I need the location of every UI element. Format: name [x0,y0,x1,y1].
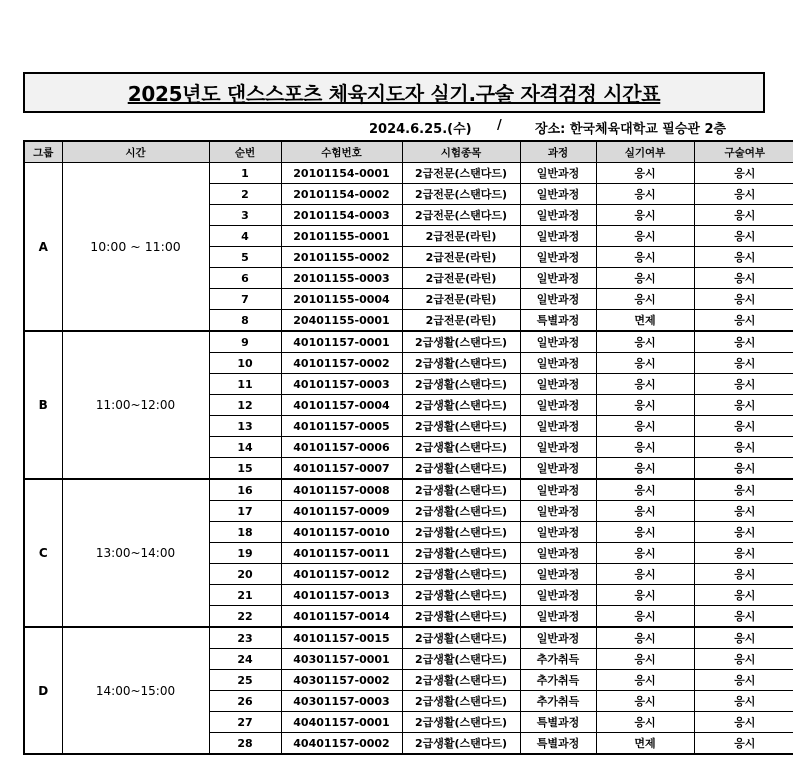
course-cell: 일반과정 [520,585,596,606]
exam-item-cell: 2급생활(스탠다드) [402,585,520,606]
practical-cell: 응시 [596,522,694,543]
col-header-time: 시간 [62,141,209,163]
course-cell: 일반과정 [520,501,596,522]
oral-cell: 응시 [694,649,793,670]
course-cell: 특별과정 [520,310,596,332]
group-name-cell: B [24,331,62,479]
oral-cell: 응시 [694,712,793,733]
oral-cell: 응시 [694,310,793,332]
exam-number-cell: 40101157-0002 [281,353,402,374]
seq-cell: 25 [209,670,281,691]
course-cell: 일반과정 [520,437,596,458]
table-row [24,479,793,501]
exam-number-cell: 40101157-0009 [281,501,402,522]
oral-cell: 응시 [694,691,793,712]
exam-item-cell: 2급생활(스탠다드) [402,353,520,374]
course-cell: 추가취득 [520,670,596,691]
exam-number-cell: 20101154-0001 [281,163,402,184]
schedule-body [24,163,793,755]
oral-cell: 응시 [694,395,793,416]
subheader [23,118,761,136]
exam-item-cell: 2급생활(스탠다드) [402,564,520,585]
oral-cell: 응시 [694,458,793,480]
course-cell: 일반과정 [520,564,596,585]
seq-cell: 24 [209,649,281,670]
exam-number-cell: 40101157-0012 [281,564,402,585]
seq-cell: 4 [209,226,281,247]
exam-item-cell: 2급생활(스탠다드) [402,437,520,458]
exam-item-cell: 2급생활(스탠다드) [402,501,520,522]
exam-number-cell: 20101155-0004 [281,289,402,310]
oral-cell: 응시 [694,522,793,543]
exam-number-cell: 40101157-0008 [281,479,402,501]
oral-cell: 응시 [694,226,793,247]
course-cell: 일반과정 [520,353,596,374]
exam-item-cell: 2급생활(스탠다드) [402,522,520,543]
exam-number-cell: 40101157-0007 [281,458,402,480]
oral-cell: 응시 [694,501,793,522]
seq-cell: 19 [209,543,281,564]
course-cell: 일반과정 [520,416,596,437]
seq-cell: 18 [209,522,281,543]
practical-cell: 응시 [596,374,694,395]
group-time-cell: 13:00~14:00 [62,479,209,627]
col-header-exam-item: 시험종목 [402,141,520,163]
col-header-seq: 순번 [209,141,281,163]
exam-number-cell: 40101157-0011 [281,543,402,564]
practical-cell: 응시 [596,395,694,416]
subheader-separator: / [497,118,502,133]
exam-item-cell: 2급생활(스탠다드) [402,395,520,416]
practical-cell: 면제 [596,310,694,332]
exam-number-cell: 40101157-0005 [281,416,402,437]
exam-item-cell: 2급전문(스탠다드) [402,163,520,184]
group-name-cell: C [24,479,62,627]
title-box [23,72,765,113]
seq-cell: 9 [209,331,281,353]
oral-cell: 응시 [694,289,793,310]
exam-item-cell: 2급전문(라틴) [402,289,520,310]
course-cell: 일반과정 [520,627,596,649]
group-time-cell: 10:00 ~ 11:00 [62,163,209,332]
seq-cell: 13 [209,416,281,437]
exam-number-cell: 20101154-0002 [281,184,402,205]
col-header-practical: 실기여부 [596,141,694,163]
oral-cell: 응시 [694,353,793,374]
practical-cell: 응시 [596,670,694,691]
exam-item-cell: 2급생활(스탠다드) [402,733,520,755]
table-row [24,331,793,353]
oral-cell: 응시 [694,627,793,649]
exam-number-cell: 40101157-0013 [281,585,402,606]
practical-cell: 응시 [596,564,694,585]
exam-number-cell: 20101155-0002 [281,247,402,268]
exam-item-cell: 2급생활(스탠다드) [402,627,520,649]
seq-cell: 23 [209,627,281,649]
seq-cell: 12 [209,395,281,416]
seq-cell: 7 [209,289,281,310]
seq-cell: 22 [209,606,281,628]
seq-cell: 27 [209,712,281,733]
seq-cell: 16 [209,479,281,501]
col-header-exam-number: 수험번호 [281,141,402,163]
practical-cell: 응시 [596,268,694,289]
exam-item-cell: 2급전문(라틴) [402,310,520,332]
exam-number-cell: 40101157-0015 [281,627,402,649]
exam-item-cell: 2급생활(스탠다드) [402,670,520,691]
practical-cell: 응시 [596,649,694,670]
practical-cell: 응시 [596,627,694,649]
oral-cell: 응시 [694,585,793,606]
seq-cell: 20 [209,564,281,585]
group-name-cell: A [24,163,62,332]
group-name-cell: D [24,627,62,754]
seq-cell: 2 [209,184,281,205]
course-cell: 특별과정 [520,733,596,755]
practical-cell: 응시 [596,205,694,226]
oral-cell: 응시 [694,416,793,437]
course-cell: 추가취득 [520,691,596,712]
exam-item-cell: 2급생활(스탠다드) [402,458,520,480]
seq-cell: 14 [209,437,281,458]
exam-item-cell: 2급생활(스탠다드) [402,479,520,501]
practical-cell: 응시 [596,247,694,268]
exam-item-cell: 2급전문(라틴) [402,247,520,268]
exam-number-cell: 40101157-0004 [281,395,402,416]
course-cell: 일반과정 [520,374,596,395]
exam-number-cell: 40301157-0003 [281,691,402,712]
exam-item-cell: 2급생활(스탠다드) [402,691,520,712]
oral-cell: 응시 [694,374,793,395]
course-cell: 일반과정 [520,205,596,226]
practical-cell: 응시 [596,437,694,458]
seq-cell: 28 [209,733,281,755]
seq-cell: 10 [209,353,281,374]
seq-cell: 6 [209,268,281,289]
exam-number-cell: 40301157-0001 [281,649,402,670]
course-cell: 일반과정 [520,184,596,205]
course-cell: 일반과정 [520,226,596,247]
practical-cell: 응시 [596,712,694,733]
oral-cell: 응시 [694,331,793,353]
course-cell: 일반과정 [520,289,596,310]
oral-cell: 응시 [694,184,793,205]
seq-cell: 3 [209,205,281,226]
exam-number-cell: 40101157-0006 [281,437,402,458]
exam-number-cell: 20401155-0001 [281,310,402,332]
document-title: 2025년도 댄스스포츠 체육지도자 실기.구술 자격검정 시간표 [127,82,661,106]
course-cell: 일반과정 [520,247,596,268]
exam-item-cell: 2급생활(스탠다드) [402,331,520,353]
seq-cell: 8 [209,310,281,332]
table-row [24,627,793,649]
course-cell: 일반과정 [520,395,596,416]
exam-item-cell: 2급생활(스탠다드) [402,416,520,437]
seq-cell: 11 [209,374,281,395]
oral-cell: 응시 [694,606,793,628]
practical-cell: 응시 [596,226,694,247]
practical-cell: 응시 [596,416,694,437]
exam-number-cell: 40401157-0002 [281,733,402,755]
seq-cell: 5 [209,247,281,268]
seq-cell: 1 [209,163,281,184]
course-cell: 추가취득 [520,649,596,670]
practical-cell: 응시 [596,691,694,712]
practical-cell: 응시 [596,458,694,480]
exam-number-cell: 40401157-0001 [281,712,402,733]
course-cell: 일반과정 [520,522,596,543]
exam-item-cell: 2급생활(스탠다드) [402,712,520,733]
practical-cell: 응시 [596,184,694,205]
oral-cell: 응시 [694,205,793,226]
exam-number-cell: 40101157-0003 [281,374,402,395]
oral-cell: 응시 [694,670,793,691]
header-row [24,141,793,163]
seq-cell: 26 [209,691,281,712]
practical-cell: 응시 [596,501,694,522]
exam-number-cell: 40101157-0010 [281,522,402,543]
exam-number-cell: 20101155-0003 [281,268,402,289]
seq-cell: 15 [209,458,281,480]
course-cell: 일반과정 [520,458,596,480]
group-time-cell: 11:00~12:00 [62,331,209,479]
course-cell: 일반과정 [520,606,596,628]
table-row [24,163,793,184]
exam-number-cell: 40101157-0001 [281,331,402,353]
practical-cell: 응시 [596,479,694,501]
exam-item-cell: 2급생활(스탠다드) [402,649,520,670]
exam-item-cell: 2급전문(스탠다드) [402,205,520,226]
group-time-cell: 14:00~15:00 [62,627,209,754]
course-cell: 일반과정 [520,331,596,353]
col-header-course: 과정 [520,141,596,163]
oral-cell: 응시 [694,437,793,458]
col-header-oral: 구술여부 [694,141,793,163]
course-cell: 일반과정 [520,268,596,289]
oral-cell: 응시 [694,733,793,755]
col-header-group: 그룹 [24,141,62,163]
exam-number-cell: 40101157-0014 [281,606,402,628]
exam-date: 2024.6.25.(수) [369,122,472,137]
oral-cell: 응시 [694,247,793,268]
seq-cell: 17 [209,501,281,522]
exam-item-cell: 2급전문(스탠다드) [402,184,520,205]
practical-cell: 응시 [596,289,694,310]
oral-cell: 응시 [694,163,793,184]
oral-cell: 응시 [694,564,793,585]
practical-cell: 응시 [596,606,694,628]
exam-item-cell: 2급생활(스탠다드) [402,606,520,628]
practical-cell: 응시 [596,353,694,374]
exam-number-cell: 40301157-0002 [281,670,402,691]
practical-cell: 응시 [596,331,694,353]
course-cell: 일반과정 [520,163,596,184]
oral-cell: 응시 [694,268,793,289]
exam-item-cell: 2급생활(스탠다드) [402,543,520,564]
exam-item-cell: 2급전문(라틴) [402,268,520,289]
course-cell: 일반과정 [520,543,596,564]
exam-item-cell: 2급생활(스탠다드) [402,374,520,395]
course-cell: 특별과정 [520,712,596,733]
oral-cell: 응시 [694,479,793,501]
schedule-table [23,140,793,755]
exam-item-cell: 2급전문(라틴) [402,226,520,247]
practical-cell: 면제 [596,733,694,755]
exam-place: 장소: 한국체육대학교 필승관 2층 [535,122,727,137]
practical-cell: 응시 [596,163,694,184]
course-cell: 일반과정 [520,479,596,501]
exam-number-cell: 20101155-0001 [281,226,402,247]
exam-number-cell: 20101154-0003 [281,205,402,226]
seq-cell: 21 [209,585,281,606]
practical-cell: 응시 [596,585,694,606]
practical-cell: 응시 [596,543,694,564]
oral-cell: 응시 [694,543,793,564]
